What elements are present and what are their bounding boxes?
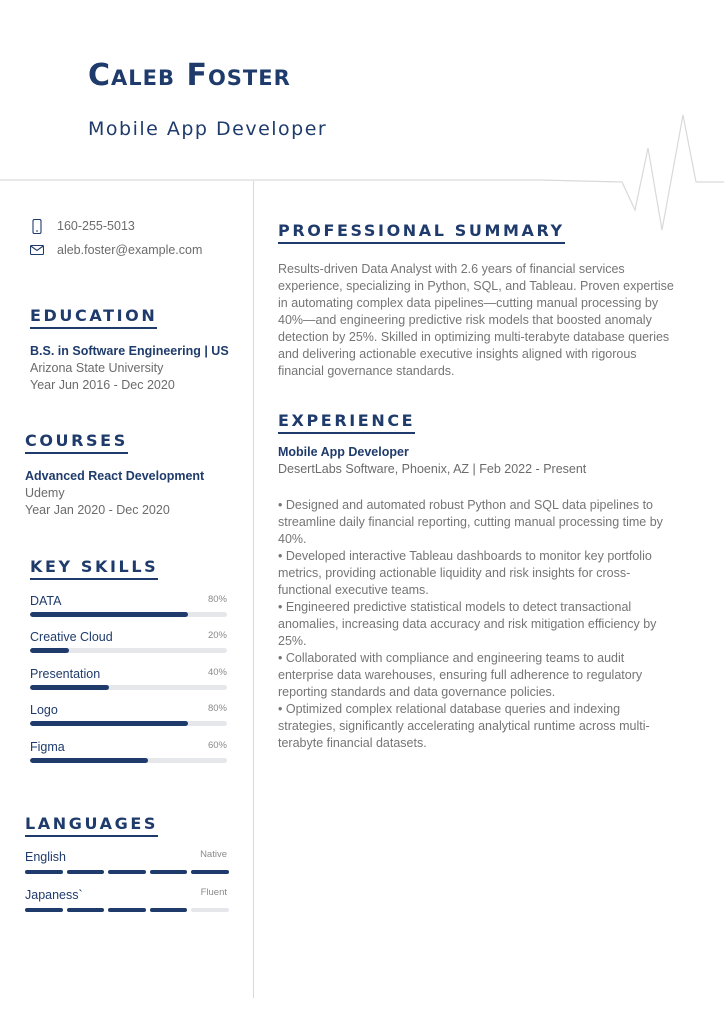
skill-percent: 20% — [207, 630, 227, 641]
skill-label: Presentation — [30, 667, 101, 681]
column-divider — [253, 181, 254, 998]
skill-bar-fill — [30, 721, 188, 726]
summary-heading: PROFESSIONAL SUMMARY — [278, 221, 565, 244]
experience-heading: EXPERIENCE — [278, 411, 415, 434]
mail-icon — [30, 243, 44, 257]
phone-icon — [30, 219, 44, 233]
rating-segment — [108, 908, 146, 912]
language-item — [25, 888, 227, 918]
rating-segment — [67, 908, 105, 912]
experience-bullet: • Collaborated with compliance and engineering teams to audit enterprise data warehouses, ensuring full adherence to regulatory reporting standards and data governance policies. — [278, 651, 643, 699]
courses-heading: COURSES — [25, 431, 128, 454]
language-level: Native — [200, 849, 227, 860]
contact-email — [30, 243, 202, 257]
skill-item — [30, 667, 227, 697]
rating-segment — [191, 908, 229, 912]
languages-heading: LANGUAGES — [25, 814, 158, 837]
skill-item — [30, 703, 227, 733]
education-heading: EDUCATION — [30, 306, 157, 329]
skill-item — [30, 594, 227, 624]
skill-label: Logo — [30, 703, 58, 717]
experience-bullet: • Developed interactive Tableau dashboards to monitor key portfolio metrics, providing actionable liquidity and risk insights for cross-functional executive teams. — [278, 549, 652, 597]
skill-percent: 40% — [207, 667, 227, 678]
courses-block — [25, 468, 204, 519]
skill-bar-track — [30, 758, 227, 763]
contact-phone — [30, 219, 135, 233]
job-title: Mobile App Developer — [88, 118, 328, 140]
phone-text: 160-255-5013 — [57, 219, 135, 233]
experience-bullet: • Designed and automated robust Python and SQL data pipelines to streamline daily financial reporting, cutting manual processing time by 40%. — [278, 498, 663, 546]
language-label: English — [25, 850, 66, 864]
course-title: Advanced React Development — [25, 469, 205, 483]
experience-company: DesertLabs Software, Phoenix, AZ | Feb 2022 - Present — [278, 462, 587, 476]
skill-label: Figma — [30, 740, 65, 754]
candidate-name: Caleb Foster — [88, 58, 291, 93]
course-provider: Udemy — [25, 486, 65, 500]
experience-bullet: • Optimized complex relational database queries and indexing strategies, significantly accelerating analytical runtime across multi-terabyte financial datasets. — [278, 702, 650, 750]
skill-label: Creative Cloud — [30, 630, 113, 644]
rating-segment — [108, 870, 146, 874]
education-dates: Year Jun 2016 - Dec 2020 — [30, 378, 175, 392]
summary-text: Results-driven Data Analyst with 2.6 years of financial services experience, specializing in Python, SQL, and Tableau. Proven expertise in automating complex data pipelines—cutting manual processing by 40%—and engineering predictive risk models that boosted anomaly detection by 25%. Skilled in optimizing multi-terabyte database queries and delivering actionable executive insights aligned with rigorous financial governance standards. — [278, 262, 674, 378]
rating-segment — [150, 908, 188, 912]
language-rating — [25, 870, 229, 874]
skill-percent: 60% — [207, 740, 227, 751]
language-label: Japaness` — [25, 888, 83, 902]
language-level: Fluent — [200, 887, 227, 898]
skill-percent: 80% — [207, 594, 227, 605]
experience-bullets — [278, 497, 680, 752]
skills-heading: KEY SKILLS — [30, 557, 158, 580]
email-text[interactable]: aleb.foster@example.com — [57, 243, 203, 257]
skill-bar-track — [30, 648, 227, 653]
experience-role: Mobile App Developer — [278, 445, 409, 459]
language-rating — [25, 908, 229, 912]
rating-segment — [25, 870, 63, 874]
skill-item — [30, 630, 227, 660]
rating-segment — [191, 870, 229, 874]
language-item — [25, 850, 227, 880]
skill-bar-fill — [30, 758, 148, 763]
skill-bar-track — [30, 721, 227, 726]
education-block — [30, 343, 229, 394]
skill-label: DATA — [30, 594, 62, 608]
education-school: Arizona State University — [30, 361, 164, 375]
skill-bar-track — [30, 612, 227, 617]
rating-segment — [150, 870, 188, 874]
skill-bar-track — [30, 685, 227, 690]
education-degree: B.S. in Software Engineering | US — [30, 344, 229, 358]
rating-segment — [67, 870, 105, 874]
skill-bar-fill — [30, 648, 69, 653]
skill-percent: 80% — [207, 703, 227, 714]
skill-item — [30, 740, 227, 770]
rating-segment — [25, 908, 63, 912]
skill-bar-fill — [30, 612, 188, 617]
skill-bar-fill — [30, 685, 109, 690]
experience-bullet: • Engineered predictive statistical models to detect transactional anomalies, increasing data accuracy and risk mitigation efficiency by 25%. — [278, 600, 657, 648]
course-dates: Year Jan 2020 - Dec 2020 — [25, 503, 170, 517]
